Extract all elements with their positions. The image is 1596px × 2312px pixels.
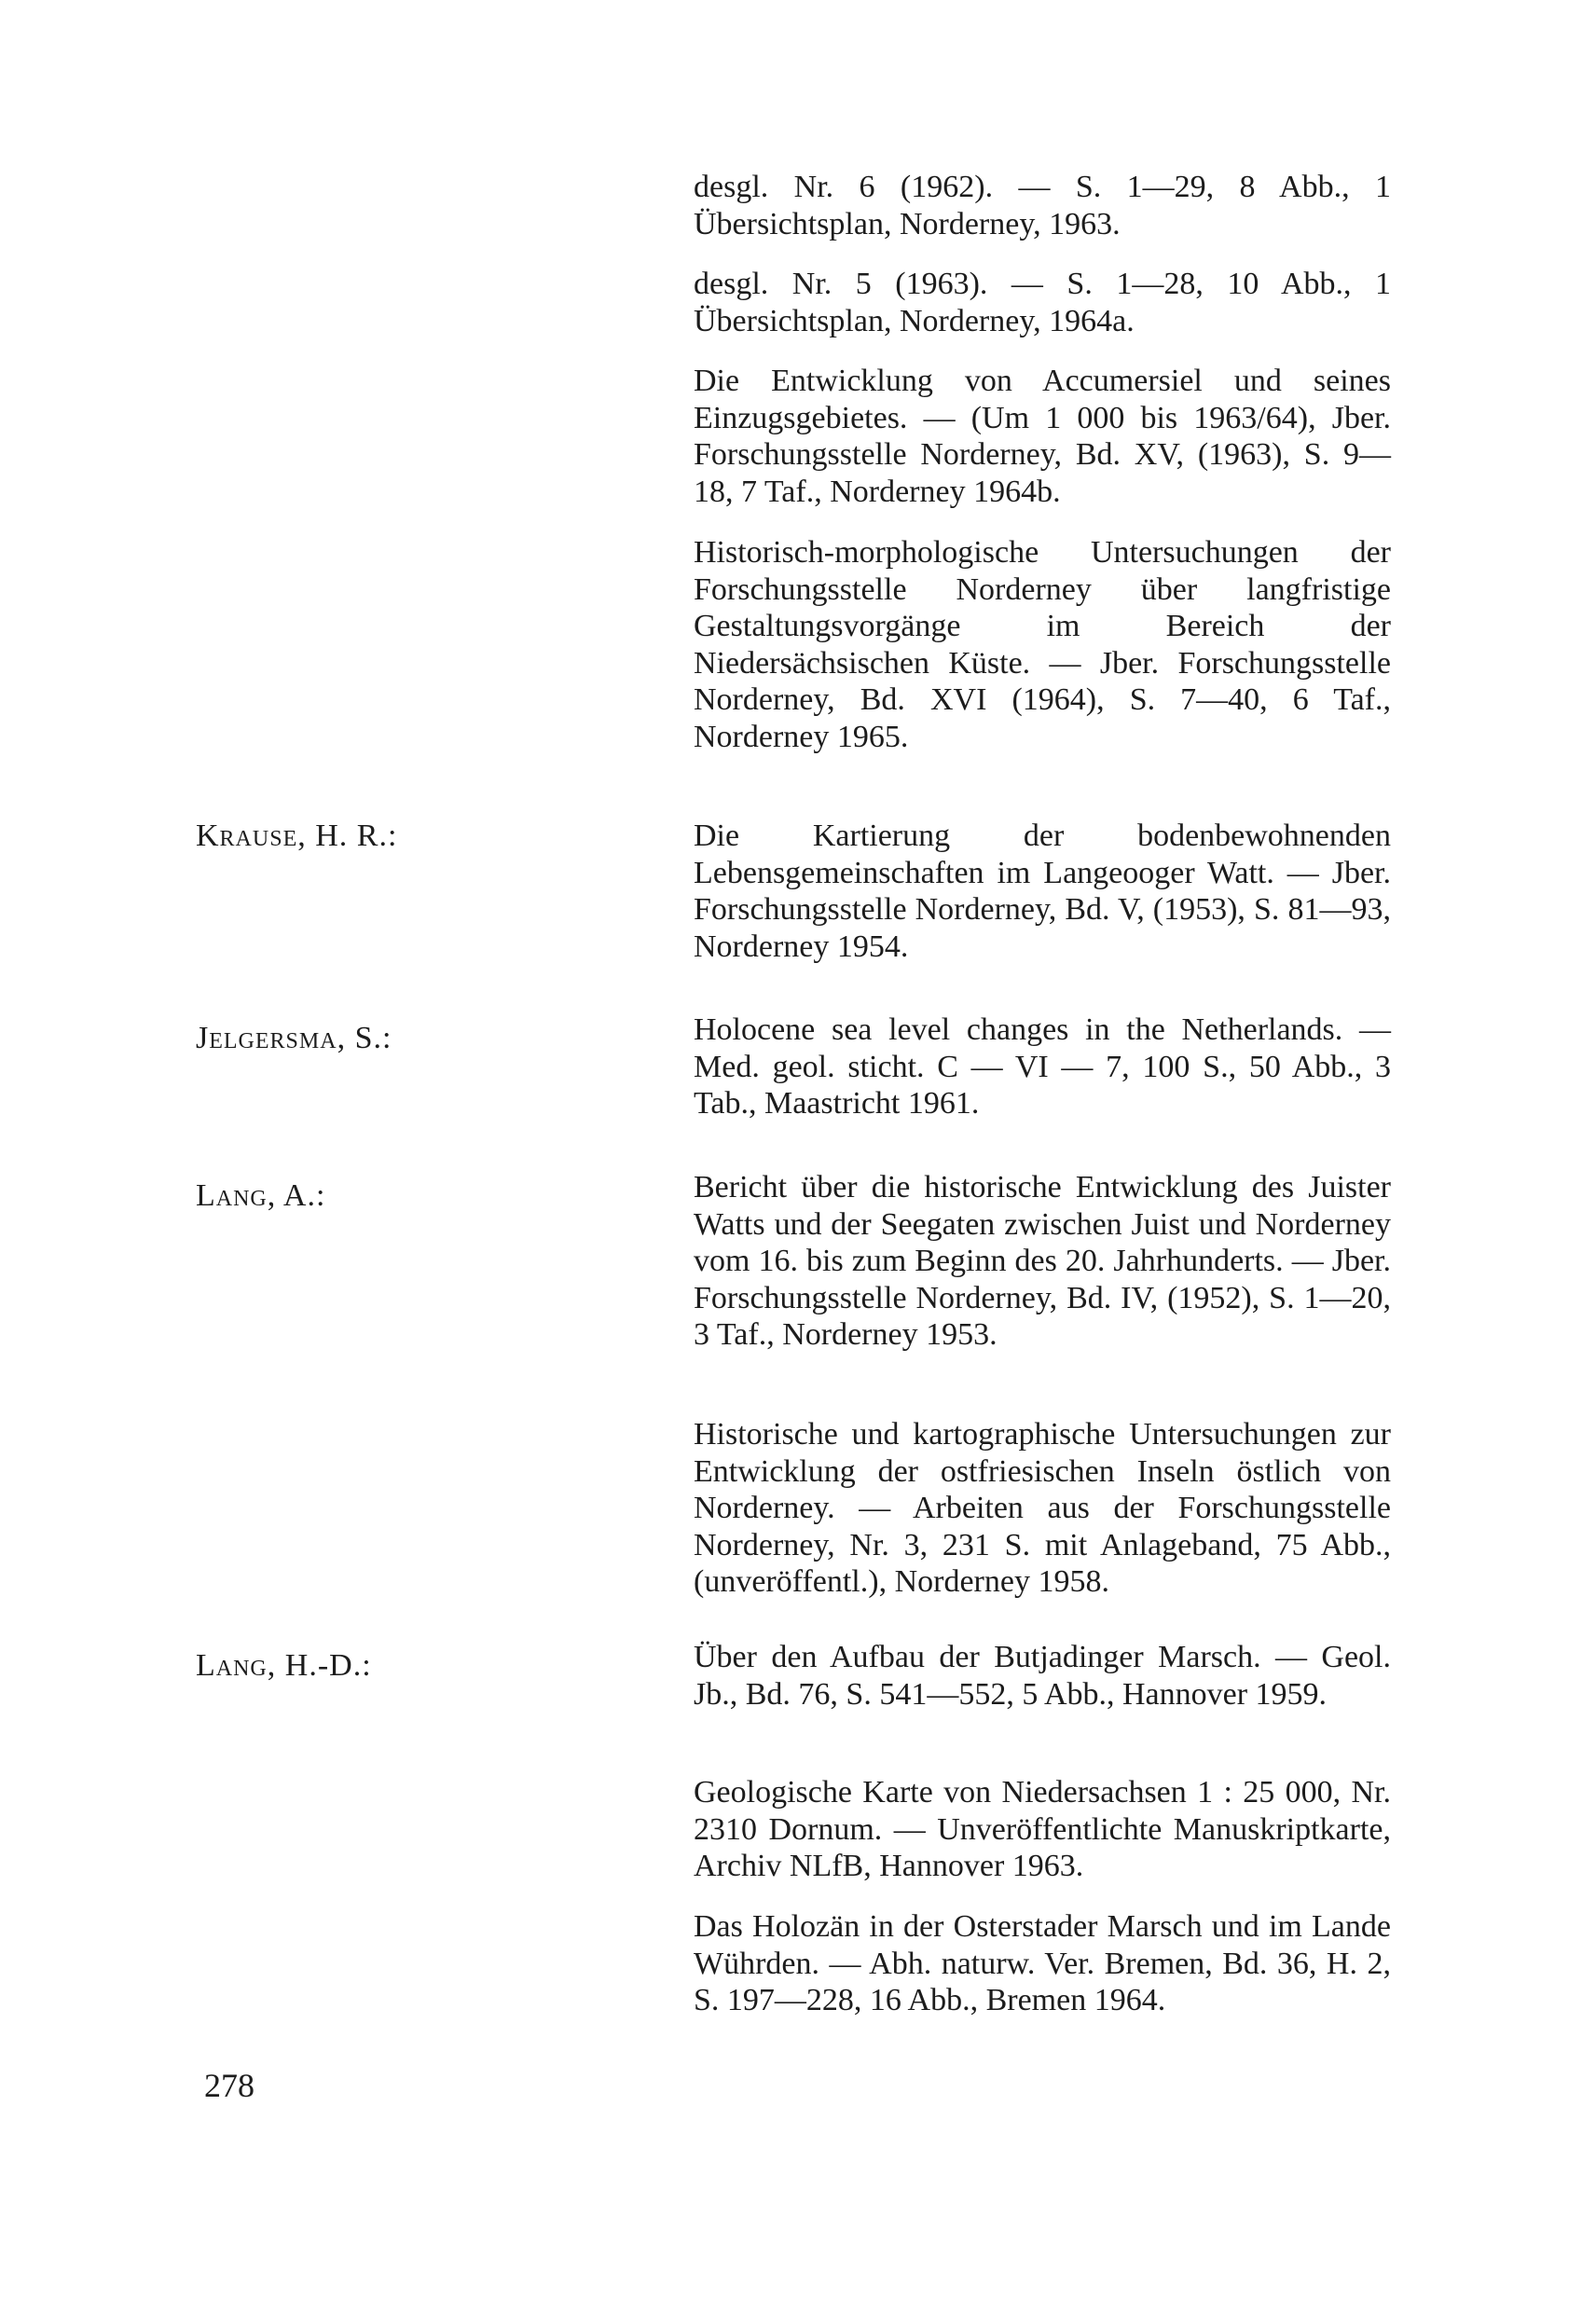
reference-entry: Das Holozän in der Osterstader Marsch und im Lande Wührden. — Abh. naturw. Ver. Bremen, Bd. 36, H. 2, S. 197—228, 16 Abb., Bremen 1964. [694,1909,1391,2018]
reference-entry: Holocene sea level changes in the Netherlands. — Med. geol. sticht. C — VI — 7, 100 S., 50 Abb., 3 Tab., Maastricht 1961. [694,1012,1391,1122]
author-name: Krause, H. R.: [196,819,398,853]
author-name: Jelgersma, S.: [196,1021,392,1055]
reference-entry: Die Kartierung der bodenbewohnenden Lebensgemeinschaften im Langeooger Watt. — Jber. Forschungsstelle Norderney, Bd. V, (1953), S. 81—93, Norderney 1954. [694,819,1391,964]
author-name: Lang, H.-D.: [196,1648,372,1683]
reference-entry: Geologische Karte von Niedersachsen 1 : 25 000, Nr. 2310 Dornum. — Unveröffentlichte Manuskriptkarte, Archiv NLfB, Hannover 1963. [694,1775,1391,1884]
page-number: 278 [204,2067,255,2104]
reference-entry: Bericht über die historische Entwicklung des Juister Watts und der Seegaten zwischen Juist und Norderney vom 16. bis zum Beginn des 20. Jahrhunderts. — Jber. Forschungsstelle Norderney, Bd. IV, (1952), S. 1—20, 3 Taf., Norderney 1953. [694,1170,1391,1353]
author-name: Lang, A.: [196,1178,326,1213]
reference-entry: Historische und kartographische Untersuchungen zur Entwicklung der ostfriesischen Inseln östlich von Norderney. — Arbeiten aus der Forschungsstelle Norderney, Nr. 3, 231 S. mit Anlageband, 75 Abb., (unveröffentl.), Norderney 1958. [694,1417,1391,1600]
reference-entry: desgl. Nr. 6 (1962). — S. 1—29, 8 Abb., 1 Übersichtsplan, Norderney, 1963. [694,170,1391,241]
reference-entry: Über den Aufbau der Butjadinger Marsch. — Geol. Jb., Bd. 76, S. 541—552, 5 Abb., Hannover 1959. [694,1640,1391,1712]
reference-entry: desgl. Nr. 5 (1963). — S. 1—28, 10 Abb., 1 Übersichtsplan, Norderney, 1964a. [694,267,1391,338]
reference-entry: Historisch-morphologische Untersuchungen der Forschungsstelle Norderney über langfristige Gestaltungsvorgänge im Bereich der Niedersächsischen Küste. — Jber. Forschungsstelle Norderney, Bd. XVI (1964), S. 7—40, 6 Taf., Norderney 1965. [694,535,1391,754]
reference-entry: Die Entwicklung von Accumersiel und seines Einzugsgebietes. — (Um 1 000 bis 1963/64), Jber. Forschungsstelle Norderney, Bd. XV, (1963), S. 9—18, 7 Taf., Norderney 1964b. [694,364,1391,509]
